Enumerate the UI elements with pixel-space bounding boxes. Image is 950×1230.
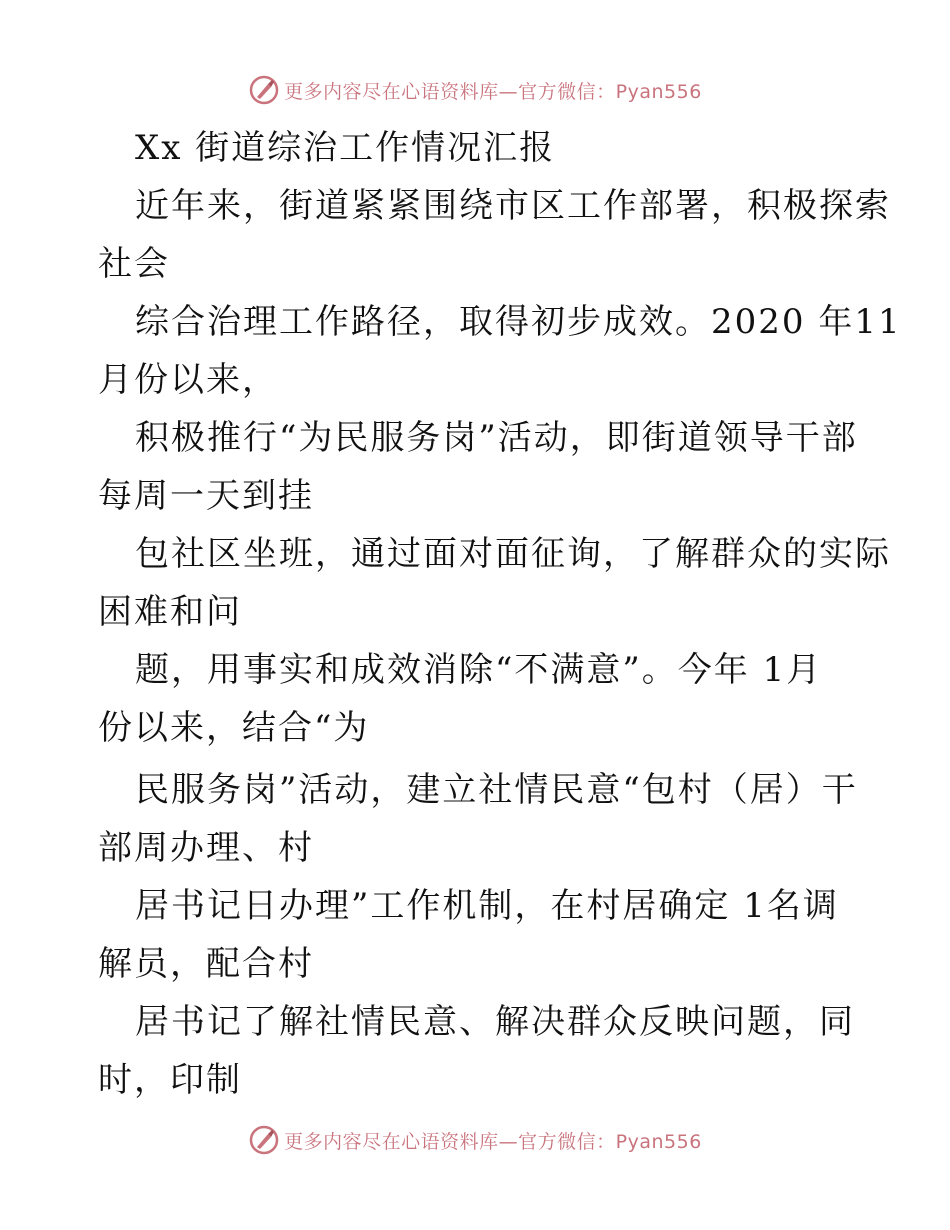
paragraph-line: 时，印制	[98, 1060, 242, 1100]
paragraph-line: 积极推行“为民服务岗”活动，即街道领导干部	[135, 418, 858, 458]
paragraph-line: 近年来，街道紧紧围绕市区工作部署，积极探索	[135, 186, 891, 226]
paragraph-line: 居书记了解社情民意、解决群众反映问题，同	[135, 1002, 855, 1042]
paragraph-line: 综合治理工作路径，取得初步成效。2020 年11	[135, 302, 902, 342]
paragraph-line: 月份以来，	[98, 360, 278, 400]
document-title: Xx 街道综治工作情况汇报	[135, 128, 556, 168]
paragraph-line: 社会	[98, 244, 170, 284]
paragraph-line: 民服务岗”活动，建立社情民意“包村（居）干	[135, 770, 858, 810]
paragraph-line: 解员，配合村	[98, 944, 314, 984]
paragraph-line: 居书记日办理”工作机制，在村居确定 1名调	[135, 886, 839, 926]
paragraph-line: 部周办理、村	[98, 828, 314, 868]
paragraph-line: 份以来，结合“为	[98, 708, 370, 748]
watermark-footer	[0, 1122, 950, 1158]
paragraph-line: 包社区坐班，通过面对面征询，了解群众的实际	[135, 534, 891, 574]
watermark-text: 更多内容尽在心语资料库—官方微信：Pyan556	[284, 80, 702, 103]
paragraph-line: 题，用事实和成效消除“不满意”。今年 1月	[135, 650, 823, 690]
pen-logo-icon	[248, 1124, 280, 1156]
watermark-text: 更多内容尽在心语资料库—官方微信：Pyan556	[284, 1130, 702, 1153]
paragraph-line: 每周一天到挂	[98, 476, 314, 516]
paragraph-line: 困难和问	[98, 592, 242, 632]
